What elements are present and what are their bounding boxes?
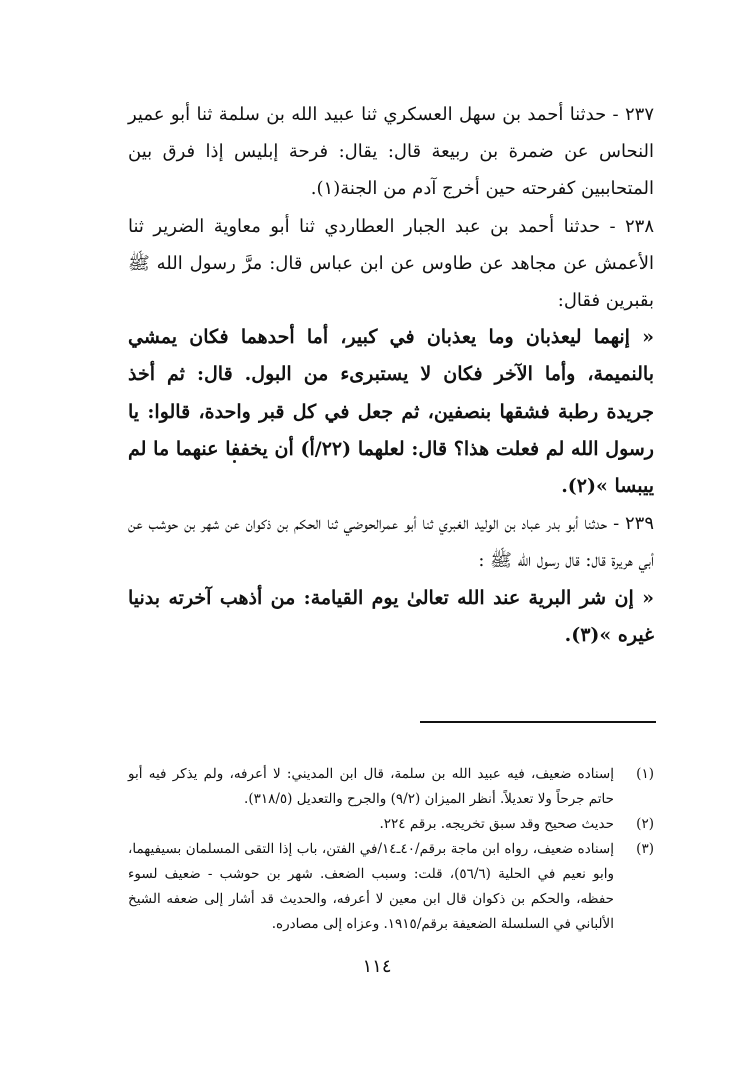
hadith-237: ٢٣٧ - حدثنا أحمد بن سهل العسكري ثنا عبيد الله بن سلمة ثنا أبو عمير النحاس عن ضمرة بن ربيعة قال: يقال: فرحة إبليس إذا فرق بين المتحاببين كفرحته حين أخرج آدم من الجنة(١). xyxy=(128,104,654,200)
footnote-separator xyxy=(420,721,656,723)
footnote-number: (٣) xyxy=(636,841,654,857)
footnote-number: (٢) xyxy=(636,816,654,832)
main-text xyxy=(128,96,654,654)
footnote-1 xyxy=(128,762,654,812)
footnote-3 xyxy=(128,837,654,937)
hadith-239-intro: ٢٣٩ - حدثنا أبو بدر عباد بن الوليد الغبري ثنا أبو عمرالحوضي ثنا الحكم بن ذكوان عن شهر بن حوشب عن أبي هريرة قال: قال رسول الله ﷺ : xyxy=(128,513,654,572)
hadith-238-quote: « إنهما ليعذبان وما يعذبان في كبير، أما أحدهما فكان يمشي بالنميمة، وأما الآخر فكان لا يستبرىء من البول. قال: ثم أخذ جريدة رطبة فشقها بنصفين، ثم جعل في كل قبر واحدة، قالوا: يا رسول الله لم فعلت هذا؟ قال: لعلهما (٢٢/أ) أن يخففا عنهما ما لم ييبسا »(٢). xyxy=(128,326,654,498)
hadith-238-intro: ٢٣٨ - حدثنا أحمد بن عبد الجبار العطاردي ثنا أبو معاوية الضرير ثنا الأعمش عن مجاهد عن طاوس عن ابن عباس قال: مرَّ رسول الله ﷺ بقبرين فقال: xyxy=(128,215,654,312)
footnote-2 xyxy=(128,812,654,837)
footnote-text: حديث صحيح وقد سبق تخريجه. برقم ٢٢٤. xyxy=(379,816,614,832)
footnotes xyxy=(128,762,654,937)
footnote-number: (١) xyxy=(636,766,654,782)
hadith-239-quote: « إن شر البرية عند الله تعالىٰ يوم القيامة: من أذهب آخرته بدنيا غيره »(٣). xyxy=(128,586,654,646)
page-number: ١١٤ xyxy=(362,956,392,977)
footnote-text: إسناده ضعيف، رواه ابن ماجة برقم/٤٠ـ١٤/في الفتن، باب إذا التقى المسلمان بسيفيهما، وابو نعيم في الحلية (٥٦/٦)، قلت: وسبب الضعف. شهر بن حوشب - ضعيف لسوء حفظه، والحكم بن ذكوان قال ابن معين لا أعرفه، والحديث قد أشار إلى ضعفه الشيخ الألباني في السلسلة الضعيفة برقم/١٩١٥. وعزاه إلى مصادره. xyxy=(128,841,615,932)
footnote-text: إسناده ضعيف، فيه عبيد الله بن سلمة، قال ابن المديني: لا أعرفه، ولم يذكر فيه أبو حاتم جرحاً ولا تعديلاً. أنظر الميزان (٩/٢) والجرح والتعديل (٣١٨/٥). xyxy=(128,766,614,807)
stray-dot xyxy=(233,460,236,463)
